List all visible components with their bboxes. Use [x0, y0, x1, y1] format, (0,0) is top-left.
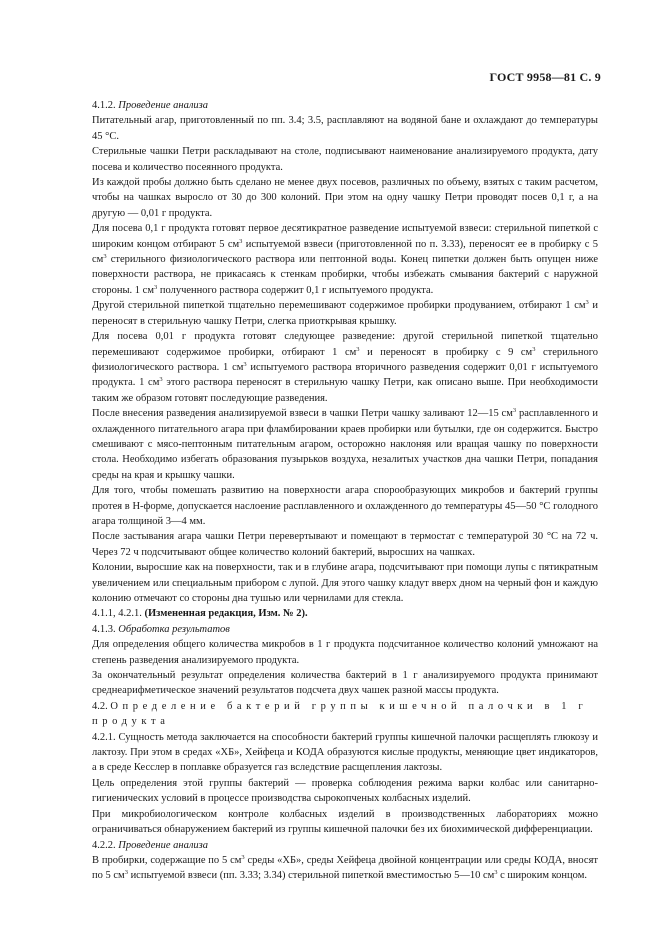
paragraph: [92, 406, 598, 483]
paragraph: [92, 298, 598, 329]
superscript: 3: [153, 283, 158, 291]
paragraph: За окончательный результат определения количества бактерий в 1 г анализируемого продукта принимают среднеарифметическое значений результатов подсчета двух чашек разной массы продукта.: [92, 670, 598, 697]
superscript: 3: [356, 345, 360, 353]
superscript: 3: [585, 299, 589, 307]
superscript: 3: [494, 869, 498, 877]
section-4-2-2-heading: [92, 838, 598, 853]
section-4-1-2-heading: [92, 98, 598, 113]
paragraph: Стерильные чашки Петри раскладывают на столе, подписывают наименование анализируемого продукта, дату посева и количество посеянного продукта.: [92, 146, 598, 173]
text-run: стерильного физиологического раствора или пептонной воды. Конец пипетки должен быть опущен ниже поверхности раствора, не прикасаясь к стенкам пробирки, чтобы избежать смывания бактерий с наружной стороны. 1 см: [92, 254, 598, 296]
superscript: 3: [243, 360, 247, 368]
paragraph: При микробиологическом контроле колбасных изделий в производственных лабораториях можно ограничиваться обнаружением бактерий из группы кишечной палочки без их биохимической дифференциации.: [92, 808, 598, 836]
section-4-2-heading: [92, 699, 598, 730]
page-header: ГОСТ 9958—81 С. 9: [489, 70, 601, 84]
paragraph: Колонии, выросшие как на поверхности, так и в глубине агара, подсчитывают при помощи лупы с пятикратным увеличением или специальным прибором с лупой. Для этого чашку кладут вверх дном на черный фон и каждую колонию отмечают со стороны дна тушью или чернилами для стекла.: [92, 562, 598, 604]
paragraph: После застывания агара чашки Петри перевертывают и помещают в термостат с температурой 30 °С на 72 ч. Через 72 ч подсчитывают общее количество колоний бактерий, выросших на чашках.: [92, 531, 598, 558]
text-run: и переносят в пробирку с 9 см: [359, 346, 533, 358]
paragraph: [92, 221, 598, 298]
paragraph: [92, 853, 598, 884]
amendment-note: [92, 606, 598, 621]
superscript: 3: [512, 407, 517, 415]
paragraph: 4.2.1. Сущность метода заключается на способности бактерий группы кишечной палочки расщеплять глюкозу и лактозу. При этом в средах «ХБ», Хейфеца и КОДА образуются кислые продукты, меняющие цвет индикаторов, а в среде Кесслер в поплавке образуется газ вследствие расщепления лактозы.: [92, 731, 598, 774]
amendment-text: (Измененная редакция, Изм. № 2).: [144, 608, 308, 620]
text-run: стерильного физиологического раствора. 1 см: [92, 346, 598, 373]
superscript: 3: [159, 376, 163, 384]
text-run: испытуемой взвеси (пп. 3.33; 3.34) стерильной пипеткой вместимостью 5—10 см: [127, 870, 495, 882]
text-run: и переносят в стерильную чашку Петри, слегка приоткрывая крышку.: [92, 300, 598, 327]
text-run: с широким концом.: [497, 870, 587, 882]
section-title: Обработка результатов: [118, 623, 230, 635]
section-title-cont: продукта: [92, 716, 170, 728]
superscript: 3: [103, 253, 107, 261]
text-run: После внесения разведения анализируемой взвеси в чашки Петри чашку заливают 12—15 см: [92, 408, 513, 420]
text-run: Для посева 0,1 г продукта готовят первое десятикратное разведение испытуемой взвеси: стерильной пипеткой с широким концом отбирают 5 см: [92, 223, 598, 250]
document-body: [92, 98, 598, 884]
paragraph: [92, 329, 598, 406]
text-run: расплавленного и охлажденного питательного агара при фламбировании краев пробирки или бутылки, где он содержится. Быстро смешивают с мясо-пептонным питательным агаром, осторожно наклоняя или вращая чашку по поверхности стола. Необходимо избегать образования пузырьков воздуха, незалитых участков дна чашки Петри, попадания среды на края и крышку чашки.: [92, 408, 599, 481]
section-number: 4.1.3.: [92, 623, 116, 635]
text-run: Для посева 0,01 г продукта готовят следующее разведение: другой стерильной пипеткой тщательно перемешивают содержимое пробирки, отбирают 1 см: [92, 331, 598, 358]
text-run: испытуемой взвеси (приготовленной по п. 3.33), переносят ее в пробирку с 5 см: [92, 238, 598, 266]
amendment-number: 4.1.1, 4.2.1.: [92, 608, 142, 620]
section-title: Определение бактерий группы кишечной палочки в 1 г: [110, 700, 588, 712]
superscript: 3: [532, 345, 536, 353]
text-run: Другой стерильной пипеткой тщательно перемешивают содержимое пробирки продуванием, отбирают 1 см: [92, 300, 586, 312]
section-number: 4.2.2.: [92, 839, 116, 851]
superscript: 3: [239, 237, 243, 245]
paragraph: Из каждой пробы должно быть сделано не менее двух посевов, различных по объему, взятых с таким расчетом, чтобы на чашках выросло от 30 до 300 колоний. При этом на одну чашку Петри проводят посев 0,1 г, а на другую — 0,01 г продукта.: [92, 177, 598, 219]
text-run: В пробирки, содержащие по 5 см: [92, 854, 242, 866]
paragraph: Питательный агар, приготовленный по пп. 3.4; 3.5, расплавляют на водяной бане и охлаждают до температуры 45 °С.: [92, 115, 598, 142]
text-run: полученного раствора содержит 0,1 г испытуемого продукта.: [157, 284, 434, 296]
text-run: испытуемого раствора вторичного разведения содержит 0,01 г испытуемого продукта. 1 см: [92, 361, 598, 389]
section-number: 4.1.2.: [92, 100, 116, 111]
section-title: Проведение анализа: [118, 839, 209, 851]
text-run: этого раствора переносят в стерильную чашку Петри, как описано выше. При необходимости таким же образом готовят последующие разведения.: [92, 377, 598, 404]
superscript: 3: [124, 869, 128, 877]
section-4-1-3-heading: [92, 622, 598, 637]
section-title: Проведение анализа: [118, 100, 209, 111]
paragraph: Для того, чтобы помешать развитию на поверхности агара спорообразующих микробов и бактерий группы протея в Н-форме, допускается наслоение расплавленного и охлажденного до температуры 45—50 °С голодного агара толщиной 3—4 мм.: [92, 485, 598, 527]
paragraph: Для определения общего количества микробов в 1 г продукта подсчитанное количество колоний умножают на степень разведения анализируемого продукта.: [92, 639, 598, 666]
superscript: 3: [241, 853, 245, 861]
paragraph: Цель определения этой группы бактерий — проверка соблюдения режима варки колбас или санитарно-гигиенических условий в процессе производства сырокопченых колбасных изделий.: [92, 777, 598, 805]
section-number: 4.2.: [92, 700, 108, 712]
text-run: среды «ХБ», среды Хейфеца двойной концентрации или среды КОДА, вносят по 5 см: [92, 854, 598, 882]
